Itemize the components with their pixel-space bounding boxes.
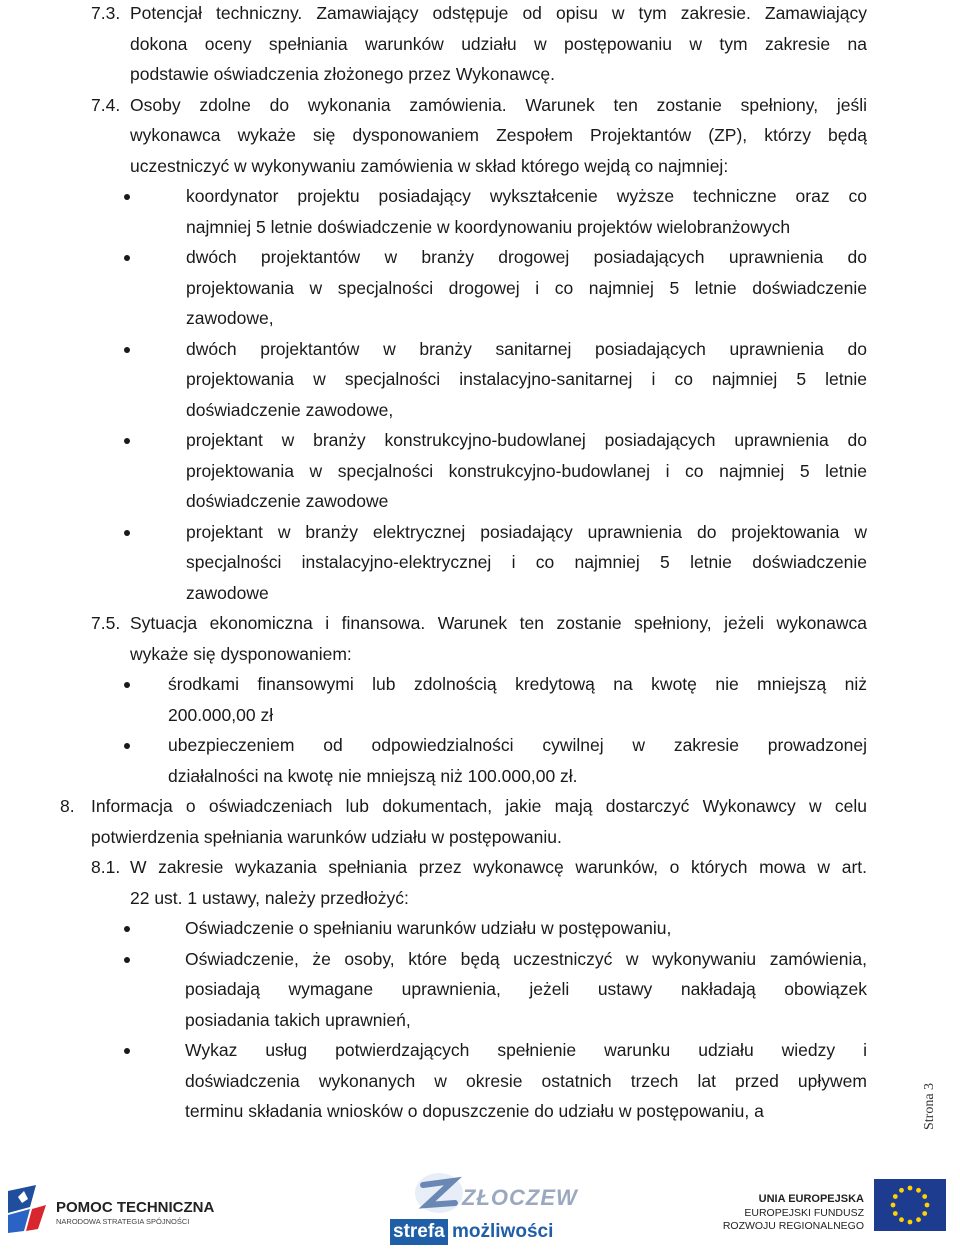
bullet-icon <box>124 530 130 536</box>
eu-text-1: UNIA EUROPEJSKA <box>758 1193 864 1205</box>
bullet-icon <box>124 957 130 963</box>
bullet-icon <box>124 1048 130 1054</box>
text-line: dwóch projektantów w branży drogowej posiadających uprawnienia do <box>186 247 867 267</box>
text-line: Potencjał techniczny. Zamawiający odstępuje od opisu w tym zakresie. Zamawiający <box>130 3 867 23</box>
text-line: posiadają wymagane uprawnienia, jeżeli ustawy nakładają obowiązek <box>185 979 867 999</box>
text-line: 200.000,00 zł <box>168 704 274 725</box>
eu-star-icon <box>908 1186 913 1191</box>
eu-star-icon <box>922 1194 927 1199</box>
eu-star-icon <box>899 1217 904 1222</box>
text-line: podstawie oświadczenia złożonego przez Wykonawcę. <box>130 64 555 84</box>
text-line: Osoby zdolne do wykonania zamówienia. Warunek ten zostanie spełniony, jeśli <box>130 94 867 115</box>
bullet-icon <box>124 347 130 353</box>
text-line: potwierdzenia spełniania warunków udziału w postępowaniu. <box>91 826 562 847</box>
pomoc-techniczna-title: POMOC TECHNICZNA <box>56 1199 215 1216</box>
eu-star-icon <box>922 1211 927 1216</box>
text-line: projektowania w specjalności konstrukcyjno-budowlanej i co najmniej 5 letnie <box>186 460 867 481</box>
section-number: 7.4. <box>91 94 121 115</box>
pomoc-techniczna-subtitle: NARODOWA STRATEGIA SPÓJNOŚCI <box>56 1217 190 1226</box>
text-line: Wykaz usług potwierdzających spełnienie warunku udziału wiedzy i <box>185 1040 867 1060</box>
text-line: projektant w branży elektrycznej posiadający uprawnienia do projektowania w <box>186 521 867 542</box>
eu-star-icon <box>891 1203 896 1208</box>
text-line: 22 ust. 1 ustawy, należy przedłożyć: <box>130 887 409 908</box>
text-line: zawodowe, <box>186 308 274 328</box>
text-line: specjalności instalacyjno-elektrycznej i co najmniej 5 letnie doświadczenie <box>186 552 867 572</box>
eu-star-icon <box>916 1217 921 1222</box>
bullet-icon <box>124 255 130 261</box>
text-line: projektowania w specjalności drogowej i co najmniej 5 letnie doświadczenie <box>186 277 867 298</box>
text-line: Informacja o oświadczeniach lub dokumentach, jakie mają dostarczyć Wykonawcy w celu <box>91 796 867 816</box>
text-line: zawodowe <box>186 582 269 603</box>
text-line: dokona oceny spełniania warunków udziału w postępowaniu w tym zakresie na <box>130 33 867 54</box>
text-line: wykonawca wykaże się dysponowaniem Zespołem Projektantów (ZP), którzy będą <box>130 125 867 145</box>
text-line: doświadczenie zawodowe, <box>186 399 394 420</box>
text-line: wykaże się dysponowaniem: <box>130 643 352 664</box>
eu-star-icon <box>908 1220 913 1225</box>
mozliwosci-text: możliwości <box>452 1221 554 1242</box>
eu-text-2: EUROPEJSKI FUNDUSZ <box>744 1207 864 1219</box>
text-line: działalności na kwotę nie mniejszą niż 100.000,00 zł. <box>168 765 578 786</box>
strefa-text: strefa <box>393 1221 445 1242</box>
bullet-icon <box>124 926 130 932</box>
text-line: koordynator projektu posiadający wykształcenie wyższe techniczne oraz co <box>186 186 867 206</box>
text-line: W zakresie wykazania spełniania przez wykonawcę warunków, o których mowa w art. <box>130 857 867 877</box>
text-line: terminu składania wniosków o dopuszczenie do udziału w postępowaniu, a <box>185 1101 764 1121</box>
text-line: posiadania takich uprawnień, <box>185 1009 411 1030</box>
zloczew-text: ZŁOCZEW <box>462 1185 578 1210</box>
bullet-icon <box>124 743 130 749</box>
bullet-icon <box>124 682 130 688</box>
eu-star-icon <box>916 1188 921 1193</box>
eu-star-icon <box>925 1203 930 1208</box>
text-line: ubezpieczeniem od odpowiedzialności cywilnej w zakresie prowadzonej <box>168 735 867 755</box>
text-line: najmniej 5 letnie doświadczenie w koordynowaniu projektów wielobranżowych <box>186 216 791 237</box>
section-number: 7.3. <box>91 3 121 23</box>
text-line: dwóch projektantów w branży sanitarnej posiadających uprawnienia do <box>186 338 867 359</box>
bullet-icon <box>124 438 130 444</box>
text-line: Oświadczenie o spełnianiu warunków udziału w postępowaniu, <box>185 918 672 938</box>
eu-text-3: ROZWOJU REGIONALNEGO <box>722 1220 864 1232</box>
pomoc-techniczna-logo <box>8 1185 48 1233</box>
eu-star-icon <box>893 1194 898 1199</box>
text-line: Sytuacja ekonomiczna i finansowa. Warunek ten zostanie spełniony, jeżeli wykonawca <box>130 613 867 633</box>
bullet-icon <box>124 194 130 200</box>
text-line: doświadczenia wykonanych w okresie ostatnich trzech lat przed upływem <box>185 1070 867 1091</box>
text-line: projektant w branży konstrukcyjno-budowlanej posiadających uprawnienia do <box>186 430 867 450</box>
page-number: Strona 3 <box>922 1082 937 1130</box>
zloczew-emblem-icon <box>413 1171 465 1215</box>
text-line: doświadczenie zawodowe <box>186 491 389 511</box>
text-line: środkami finansowymi lub zdolnością kredytową na kwotę nie mniejszą niż <box>168 674 867 694</box>
text-line: Oświadczenie, że osoby, które będą uczestniczyć w wykonywaniu zamówienia, <box>185 948 867 969</box>
section-number: 8. <box>60 796 75 816</box>
eu-star-icon <box>899 1188 904 1193</box>
text-line: projektowania w specjalności instalacyjno-sanitarnej i co najmniej 5 letnie <box>186 369 867 389</box>
footer-logos <box>0 1165 960 1251</box>
eu-flag-icon <box>874 1179 946 1231</box>
section-number: 7.5. <box>91 613 121 633</box>
eu-star-icon <box>893 1211 898 1216</box>
text-line: uczestniczyć w wykonywaniu zamówienia w skład którego wejdą co najmniej: <box>130 155 729 176</box>
section-number: 8.1. <box>91 857 121 877</box>
